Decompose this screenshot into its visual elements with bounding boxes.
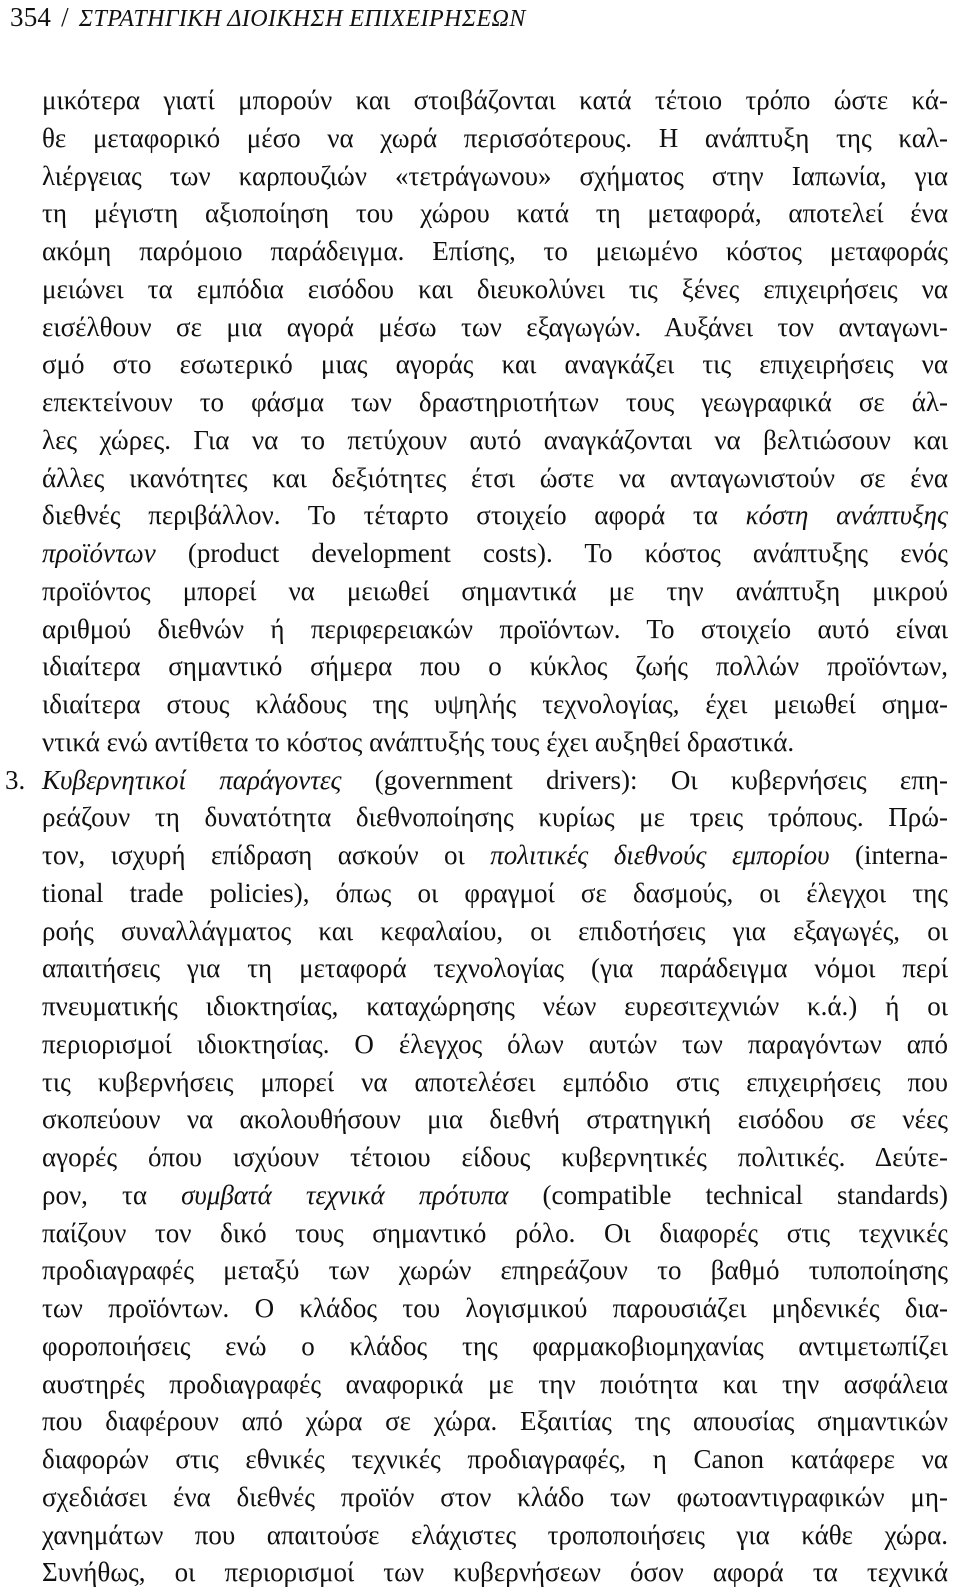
running-title: ΣΤΡΑΤΗΓΙΚΗ ΔΙΟΙΚΗΣΗ ΕΠΙΧΕΙΡΗΣΕΩΝ	[78, 6, 526, 32]
text-segment: Συνήθως, οι περιορισμοί των κυβερνήσεων όσον αφορά τα τεχνικά	[42, 1557, 948, 1588]
text-segment: τον, ισχυρή επίδραση ασκούν οι	[42, 840, 491, 870]
text-segment: περιορισμοί ιδιοκτησίας. Ο έλεγχος όλων αυτών των παραγόντων από	[42, 1028, 948, 1059]
text-segment: των προϊόντων. Ο κλάδος του λογισμικού παρουσιάζει μηδενικές δια-	[42, 1293, 948, 1323]
text-segment: ροής συναλλάγματος και κεφαλαίου, οι επιδοτήσεις για εξαγωγές, οι	[42, 915, 948, 946]
text-line	[42, 1517, 948, 1555]
text-segment: θε μεταφορικό μέσο να χωρά περισσότερους. Η ανάπτυξη της καλ-	[42, 122, 948, 153]
text-line	[42, 535, 948, 573]
header-separator: /	[61, 2, 69, 32]
text-segment: ντικά ενώ αντίθετα το κόστος ανάπτυξής τους έχει αυξηθεί δραστικά.	[42, 726, 795, 757]
text-segment: εισέλθουν σε μια αγορά μέσω των εξαγωγών. Αυξάνει τον ανταγωνι-	[42, 311, 948, 342]
text-line	[42, 195, 948, 233]
text-segment: διαφορών στις εθνικές τεχνικές προδιαγραφές, η Canon κατάφερε να	[42, 1444, 948, 1474]
text-segment: χανημάτων που απαιτούσε ελάχιστες τροποποιήσεις για κάθε χώρα.	[42, 1519, 948, 1550]
text-segment: που διαφέρουν από χώρα σε χώρα. Εξαιτίας της απουσίας σημαντικών	[42, 1406, 948, 1437]
text-line	[42, 837, 948, 875]
text-line	[42, 611, 948, 649]
text-segment: προδιαγραφές μεταξύ των χωρών επηρεάζουν το βαθμό τυποποίησης	[42, 1255, 948, 1286]
text-line	[42, 1177, 948, 1215]
text-line	[42, 1252, 948, 1290]
text-line	[42, 346, 948, 384]
text-line	[42, 1101, 948, 1139]
text-segment: (government drivers): Οι κυβερνήσεις επη-	[341, 764, 948, 795]
text-segment: τις κυβερνήσεις μπορεί να αποτελέσει εμπόδιο στις επιχειρήσεις που	[42, 1066, 948, 1097]
text-line	[42, 875, 948, 913]
text-line	[42, 1064, 948, 1102]
text-line	[42, 1215, 948, 1253]
text-line	[42, 497, 948, 535]
italic-term: προϊόντων	[42, 538, 156, 568]
text-segment: διεθνές περιβάλλον. Το τέταρτο στοιχείο αφορά τα	[42, 500, 746, 531]
text-line	[42, 1026, 948, 1064]
text-line	[42, 1554, 948, 1592]
text-segment: επεκτείνουν το φάσμα των δραστηριοτήτων τους γεωγραφικά σε άλ-	[42, 387, 948, 417]
text-line	[42, 799, 948, 837]
text-segment: σκοπεύουν να ακολουθήσουν μια διεθνή στρατηγική εισόδου σε νέες	[42, 1104, 948, 1135]
text-segment: ιδιαίτερα σημαντικό σήμερα που ο κύκλος ζωής πολλών προϊόντων,	[42, 651, 948, 682]
text-segment: (product development costs). Το κόστος ανάπτυξης ενός	[155, 538, 948, 568]
text-segment: ρεάζουν τη δυνατότητα διεθνοποίησης κυρίως με τρεις τρόπους. Πρώ-	[42, 802, 948, 833]
text-line	[42, 913, 948, 951]
text-segment: ρον, τα	[42, 1179, 182, 1210]
italic-term: συμβατά τεχνικά πρότυπα	[181, 1179, 509, 1210]
text-line	[42, 1441, 948, 1479]
text-segment: αυστηρές προδιαγραφές αναφορικά με την ποιότητα και την ασφάλεια	[42, 1368, 948, 1399]
text-segment: ιδιαίτερα στους κλάδους της υψηλής τεχνολογίας, έχει μειωθεί σημα-	[42, 689, 948, 719]
text-segment: λιέργειας των καρπουζιών «τετράγωνου» σχήματος στην Ιαπωνία, για	[42, 160, 948, 191]
text-line	[42, 573, 948, 611]
text-line	[42, 1139, 948, 1177]
text-segment: πνευματικής ιδιοκτησίας, καταχώρησης νέων ευρεσιτεχνιών κ.ά.) ή οι	[42, 991, 948, 1021]
text-segment: παίζουν τον δικό τους σημαντικό ρόλο. Οι διαφορές στις τεχνικές	[42, 1217, 948, 1248]
text-line	[42, 950, 948, 988]
text-line	[42, 233, 948, 271]
text-line	[42, 384, 948, 422]
page-header	[10, 2, 526, 42]
italic-term: πολιτικές διεθνούς εμπορίου	[490, 840, 830, 870]
text-segment: (compatible technical standards)	[508, 1179, 948, 1210]
text-line	[42, 120, 948, 158]
text-segment: προϊόντος μπορεί να μειωθεί σημαντικά με την ανάπτυξη μικρού	[42, 575, 948, 606]
text-segment: μειώνει τα εμπόδια εισόδου και διευκολύνει τις ξένες επιχειρήσεις να	[42, 273, 948, 304]
text-segment: τη μέγιστη αξιοποίηση του χώρου κατά τη μεταφορά, αποτελεί ένα	[42, 198, 948, 229]
text-line	[42, 1328, 948, 1366]
text-line	[42, 82, 948, 120]
text-segment: απαιτήσεις για τη μεταφορά τεχνολογίας (για παράδειγμα νόμοι περί	[42, 953, 948, 984]
text-line	[42, 1290, 948, 1328]
italic-term: κόστη ανάπτυξης	[745, 500, 948, 531]
text-line	[42, 648, 948, 686]
text-segment: ακόμη παρόμοιο παράδειγμα. Επίσης, το μειωμένο κόστος μεταφοράς	[42, 236, 948, 266]
text-line: 3. Κυβερνητικοί παράγοντες (government drivers): Οι κυβερνήσεις επη-	[5, 764, 948, 795]
text-segment: άλλες ικανότητες και δεξιότητες έτσι ώστε να ανταγωνιστούν σε ένα	[42, 462, 948, 493]
text-line	[42, 724, 948, 762]
text-segment: (interna-	[829, 840, 948, 870]
text-segment: αγορές όπου ισχύουν τέτοιου είδους κυβερνητικές πολιτικές. Δεύτε-	[42, 1142, 948, 1172]
page-number: 354	[10, 2, 52, 32]
text-line	[42, 422, 948, 460]
body-text	[5, 82, 948, 1592]
text-line	[42, 460, 948, 498]
text-line	[42, 158, 948, 196]
italic-term: Κυβερνητικοί παράγοντες	[42, 764, 342, 795]
text-line	[42, 686, 948, 724]
text-segment: μικότερα γιατί μπορούν και στοιβάζονται κατά τέτοιο τρόπο ώστε κά-	[42, 85, 948, 115]
text-segment: φοροποιήσεις ενώ ο κλάδος της φαρμακοβιομηχανίας αντιμετωπίζει	[42, 1330, 948, 1361]
text-segment: λες χώρες. Για να το πετύχουν αυτό αναγκάζονται να βελτιώσουν και	[42, 424, 948, 455]
text-line	[42, 988, 948, 1026]
text-line	[42, 1403, 948, 1441]
text-segment: σμό στο εσωτερικό μιας αγοράς και αναγκάζει τις επιχειρήσεις να	[42, 349, 948, 380]
text-line	[42, 1366, 948, 1404]
text-segment: tional trade policies), όπως οι φραγμοί σε δασμούς, οι έλεγχοι της	[42, 877, 948, 908]
text-line	[42, 309, 948, 347]
text-segment: σχεδιάσει ένα διεθνές προϊόν στον κλάδο των φωτοαντιγραφικών μη-	[42, 1481, 948, 1512]
text-line	[42, 1479, 948, 1517]
text-segment: αριθμού διεθνών ή περιφερειακών προϊόντων. Το στοιχείο αυτό είναι	[42, 613, 948, 644]
text-line	[42, 271, 948, 309]
